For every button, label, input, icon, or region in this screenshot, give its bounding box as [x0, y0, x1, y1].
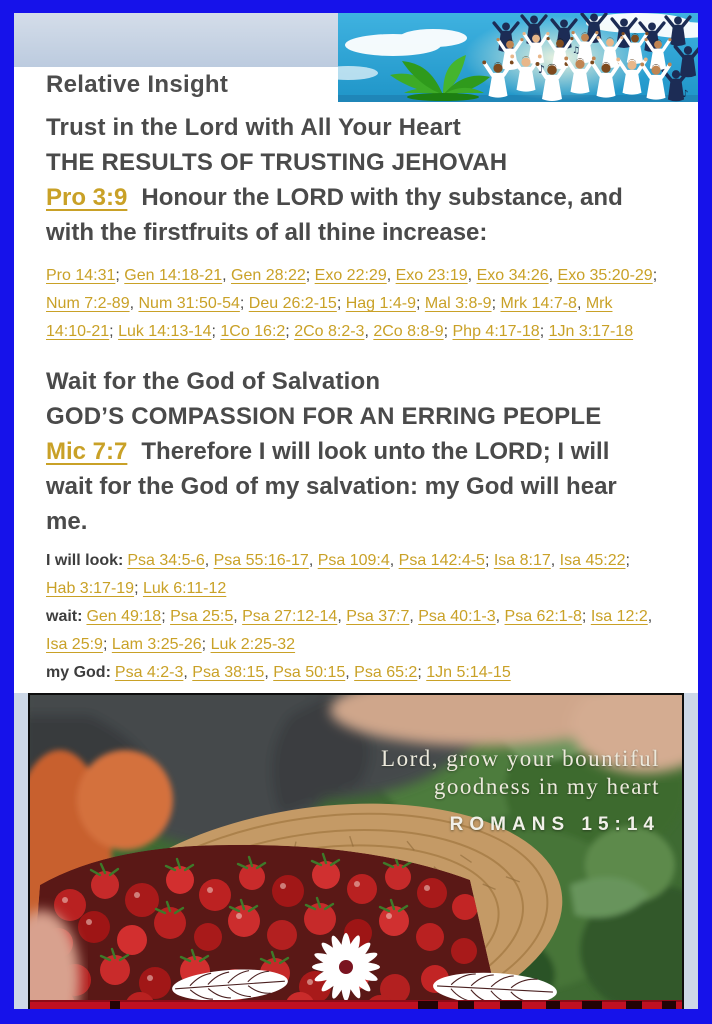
reference-row-links: [46, 608, 652, 653]
separator: ;: [415, 295, 425, 312]
separator: ,: [337, 608, 347, 625]
separator: ;: [134, 580, 143, 597]
site-title: Relative Insight: [46, 71, 229, 98]
scripture-link[interactable]: Deu 26:2-15: [248, 295, 337, 312]
scripture-link[interactable]: Exo 35:20-29: [557, 267, 653, 284]
separator: ,: [647, 608, 653, 625]
reference-row: [46, 547, 662, 603]
strawberry-basket-photo: [28, 693, 684, 1009]
separator: ,: [576, 295, 586, 312]
section2-subheading: GOD’S COMPASSION FOR AN ERRING PEOPLE: [46, 403, 602, 430]
choir-banner-image: [338, 13, 698, 102]
scripture-link[interactable]: Num 31:50-54: [138, 295, 240, 312]
scripture-link[interactable]: Exo 34:26: [476, 267, 549, 284]
section1-heading: Trust in the Lord with All Your Heart: [46, 114, 461, 141]
scripture-link[interactable]: 1Jn 3:17-18: [548, 323, 634, 340]
svg-text:♪: ♪: [682, 89, 689, 100]
photo-section: [14, 693, 698, 1009]
reference-row: [46, 603, 662, 659]
separator: ;: [109, 323, 119, 340]
scripture-link[interactable]: Php 4:17-18: [452, 323, 540, 340]
scripture-link[interactable]: 2Co 8:8-9: [373, 323, 444, 340]
cross-reference-list-1: [46, 262, 662, 346]
scripture-link[interactable]: Hag 1:4-9: [345, 295, 416, 312]
main-content: [14, 102, 698, 687]
red-strip: [30, 1000, 682, 1009]
scripture-link[interactable]: Psa 25:5: [170, 608, 234, 625]
separator: ,: [345, 664, 355, 681]
separator: ;: [625, 552, 630, 569]
scripture-link[interactable]: Psa 65:2: [354, 664, 418, 681]
reference-row-label: wait:: [46, 608, 83, 625]
scripture-link[interactable]: Isa 12:2: [590, 608, 648, 625]
svg-text:♫: ♫: [572, 46, 581, 56]
separator: ,: [467, 267, 477, 284]
separator: ,: [364, 323, 374, 340]
scripture-link[interactable]: Psa 38:15: [192, 664, 265, 681]
scripture-link[interactable]: Mal 3:8-9: [424, 295, 492, 312]
daisy-flower-icon: [312, 933, 380, 1001]
separator: ;: [443, 323, 453, 340]
scripture-link[interactable]: Psa 4:2-3: [114, 664, 184, 681]
scripture-link[interactable]: Luk 2:25-32: [210, 636, 296, 653]
separator: ,: [389, 552, 399, 569]
scripture-link[interactable]: Isa 8:17: [493, 552, 551, 569]
section1-subheading: THE RESULTS OF TRUSTING JEHOVAH: [46, 149, 508, 176]
verse-text: Therefore I will look unto the LORD; I will wait for the God of my salvation: my God will hear me.: [46, 438, 617, 535]
scripture-link[interactable]: Gen 49:18: [86, 608, 162, 625]
separator: ;: [539, 323, 549, 340]
scripture-link[interactable]: Psa 37:7: [346, 608, 410, 625]
separator: ;: [102, 636, 112, 653]
separator: ;: [484, 552, 494, 569]
scripture-link[interactable]: Luk 14:13-14: [118, 323, 212, 340]
scripture-link[interactable]: Isa 45:22: [559, 552, 626, 569]
separator: ;: [581, 608, 591, 625]
photo-caption: [381, 745, 660, 836]
separator: ;: [417, 664, 427, 681]
verse-text: Honour the LORD with thy substance, and with the firstfruits of all thine increase:: [46, 184, 623, 246]
separator: ,: [550, 552, 560, 569]
scripture-link[interactable]: Luk 6:11-12: [142, 580, 227, 597]
caption-line: Lord, grow your bountiful: [381, 746, 660, 771]
scripture-link[interactable]: Gen 28:22: [231, 267, 306, 284]
separator: ;: [491, 295, 501, 312]
separator: ;: [652, 267, 658, 284]
scripture-link[interactable]: Isa 25:9: [46, 636, 103, 653]
scripture-link[interactable]: Psa 27:12-14: [242, 608, 338, 625]
separator: ,: [495, 608, 505, 625]
scripture-link[interactable]: Num 7:2-89: [46, 295, 130, 312]
document-page: [14, 13, 698, 1009]
reference-row: [46, 659, 662, 687]
reference-row-links: [46, 552, 630, 597]
scripture-link[interactable]: 2Co 8:2-3: [294, 323, 365, 340]
scripture-link[interactable]: Lam 3:25-26: [111, 636, 202, 653]
caption-reference: ROMANS 15:14: [449, 814, 660, 835]
scripture-link[interactable]: Exo 22:29: [314, 267, 387, 284]
scripture-link[interactable]: Psa 34:5-6: [127, 552, 205, 569]
separator: ,: [548, 267, 558, 284]
caption-line: goodness in my heart: [433, 774, 660, 799]
svg-text:♪: ♪: [538, 63, 546, 76]
separator: ,: [308, 552, 318, 569]
separator: ;: [201, 636, 211, 653]
scripture-link[interactable]: Mrk 14:10-21: [46, 295, 613, 340]
separator: ,: [183, 664, 193, 681]
verse-ref-link[interactable]: Pro 3:9: [46, 184, 128, 211]
section2-verse: [46, 434, 662, 539]
scripture-link[interactable]: Psa 50:15: [273, 664, 346, 681]
separator: ,: [204, 552, 214, 569]
separator: ,: [222, 267, 232, 284]
scripture-link[interactable]: Pro 14:31: [46, 267, 116, 284]
scripture-link[interactable]: Psa 40:1-3: [418, 608, 496, 625]
separator: ,: [233, 608, 243, 625]
scripture-link[interactable]: 1Jn 5:14-15: [426, 664, 511, 681]
scripture-link[interactable]: Psa 109:4: [317, 552, 390, 569]
separator: ;: [285, 323, 295, 340]
separator: ;: [239, 295, 249, 312]
reference-row-label: my God:: [46, 664, 111, 681]
scripture-link[interactable]: Psa 62:1-8: [504, 608, 582, 625]
reference-row-links: [115, 664, 511, 681]
section2-heading: Wait for the God of Salvation: [46, 368, 381, 395]
separator: ,: [264, 664, 274, 681]
scripture-link[interactable]: Hab 3:17-19: [46, 580, 135, 597]
cross-reference-list-2: [46, 547, 662, 687]
separator: ;: [161, 608, 171, 625]
reference-row-label: I will look:: [46, 552, 124, 569]
scripture-link[interactable]: Mrk 14:7-8: [500, 295, 577, 312]
separator: ;: [211, 323, 221, 340]
separator: ,: [409, 608, 419, 625]
scripture-link[interactable]: Psa 142:4-5: [398, 552, 485, 569]
header: [14, 13, 698, 102]
scripture-link[interactable]: Gen 14:18-21: [124, 267, 223, 284]
separator: ;: [305, 267, 315, 284]
separator: ;: [115, 267, 125, 284]
section1-verse: [46, 180, 662, 250]
separator: ;: [336, 295, 346, 312]
scripture-link[interactable]: 1Co 16:2: [220, 323, 286, 340]
separator: ,: [129, 295, 139, 312]
scripture-link[interactable]: Psa 55:16-17: [213, 552, 309, 569]
scripture-link[interactable]: Exo 23:19: [395, 267, 468, 284]
verse-ref-link[interactable]: Mic 7:7: [46, 438, 128, 465]
separator: ,: [386, 267, 396, 284]
